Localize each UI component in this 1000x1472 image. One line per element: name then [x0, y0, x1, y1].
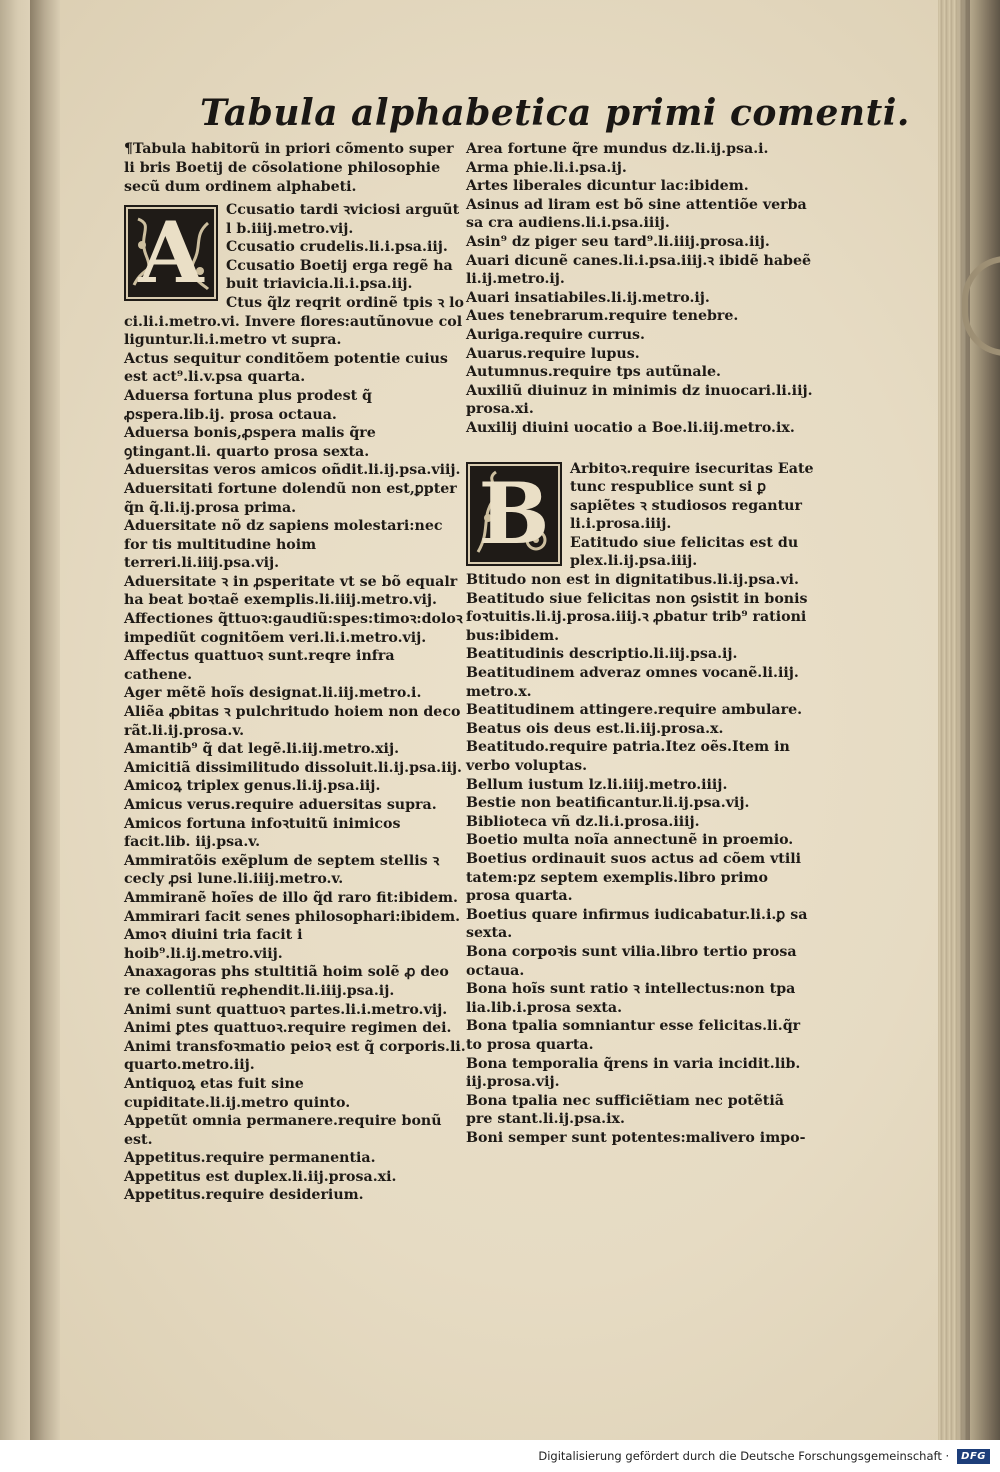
index-entry: Artes liberales dicuntur lac:ibidem.: [466, 178, 749, 195]
index-entry: Bellum iustum lz.li.iiij.metro.iiij.: [466, 776, 728, 793]
index-entry: Aduersitate ꝛ in ꝓsperitate vt se bõ equalr ha beat boꝛtaẽ exemplis.li.iiij.metro.vij.: [124, 573, 458, 609]
drop-cap-letter: A: [138, 203, 204, 302]
index-entry: Boni semper sunt potentes:malivero impo-: [466, 1129, 806, 1146]
table-intro: ¶Tabula habitorũ in priori cõmento super li bris Boetij de cõsolatione philosophie secũ dum ordinem alphabeti.: [124, 141, 454, 195]
index-entry: Auxilij diuini uocatio a Boe.li.iij.metro.ix.: [466, 419, 795, 436]
index-entry: Bona corpoꝛis sunt vilia.libro tertio prosa octaua.: [466, 943, 797, 979]
index-entry: Ccusatio Boetij erga regẽ ha buit triavicia.li.i.psa.iij.: [226, 257, 453, 293]
index-entry: Bona temporalia q̃rens in varia incidit.lib. iij.prosa.vij.: [466, 1055, 801, 1091]
index-entry: Affectiones q̃ttuoꝛ:gaudiũ:spes:timoꝛ:doloꝛ impediũt cognitõem veri.li.i.metro.vij.: [124, 611, 463, 646]
section-a: [124, 201, 466, 1205]
index-entry: Amicitiã dissimilitudo dissoluit.li.ij.psa.iij.: [124, 759, 462, 776]
index-entry: Ager mẽtẽ hoĩs designat.li.iij.metro.i.: [124, 685, 422, 702]
index-entry: Beatitudo.require patria.Itez oẽs.Item in verbo voluptas.: [466, 739, 790, 774]
left-column: [124, 140, 466, 1205]
section-b: [466, 460, 814, 1148]
index-entry: Boetio multa noĩa annectunẽ in proemio.: [466, 832, 794, 849]
index-entry: Autumnus.require tps autũnale.: [466, 364, 721, 381]
index-entry: Animi transfoꝛmatio peioꝛ est q̃ corporis.li. quarto.metro.iij.: [124, 1038, 466, 1074]
left-entries-list: [124, 201, 466, 1205]
right-column: [466, 140, 814, 1147]
index-entry: Appetũt omnia permanere.require bonũ est.: [124, 1113, 442, 1148]
index-entry: Auari insatiabiles.li.ij.metro.ij.: [466, 289, 710, 306]
dfg-logo: DFG: [957, 1449, 990, 1464]
index-entry: Amoꝛ diuini tria facit i hoib⁹.li.ij.metro.viij.: [124, 927, 303, 962]
index-entry: Ccusatio tardi ꝛviciosi arguũt l b.iiij.metro.vij.: [226, 202, 460, 237]
index-entry: Eatitudo siue felicitas est du plex.li.ij.psa.iiij.: [570, 534, 799, 570]
index-entry: Antiquoꝝ etas fuit sine cupiditate.li.ij.metro quinto.: [124, 1075, 351, 1111]
index-entry: Ammiratõis exẽplum de septem stellis ꝛ cecly ꝓsi lune.li.iiij.metro.v.: [124, 852, 440, 888]
drop-cap-a: [124, 205, 218, 301]
index-entry: Auriga.require currus.: [466, 326, 645, 343]
index-entry: Ammirari facit senes philosophari:ibidem.: [124, 908, 461, 925]
drop-cap-b: [466, 462, 562, 566]
index-entry: Asin⁹ dz piger seu tard⁹.li.iiij.prosa.iij.: [466, 233, 770, 250]
index-entry: Appetitus est duplex.li.iij.prosa.xi.: [124, 1168, 397, 1185]
index-entry: Appetitus.require permanentia.: [124, 1150, 376, 1167]
index-entry: Bestie non beatificantur.li.ij.psa.vij.: [466, 795, 750, 812]
index-entry: Bona hoĩs sunt ratio ꝛ intellectus:non tpa lia.lib.i.prosa sexta.: [466, 981, 796, 1016]
digitization-footer: [0, 1440, 1000, 1472]
index-entry: Aues tenebrarum.require tenebre.: [466, 308, 739, 325]
index-entry: Boetius ordinauit suos actus ad cõem vtili tatem:pz septem exemplis.libro primo prosa quarta.: [466, 850, 802, 905]
page-title: Tabula alphabetica primi comenti.: [200, 92, 910, 134]
footer-credit: Digitalisierung gefördert durch die Deutsche Forschungsgemeinschaft ·: [538, 1449, 950, 1463]
index-entry: Animi sunt quattuoꝛ partes.li.i.metro.vij.: [124, 1001, 448, 1018]
index-entry: Beatitudinem adveraz omnes vocanẽ.li.iij. metro.x.: [466, 665, 799, 700]
index-entry: Biblioteca vñ dz.li.i.prosa.iiij.: [466, 813, 700, 830]
index-entry: Animi ꝑtes quattuoꝛ.require regimen dei.: [124, 1020, 452, 1037]
index-entry: Beatus ois deus est.li.iij.prosa.x.: [466, 720, 724, 737]
index-entry: Area fortune q̃re mundus dz.li.ij.psa.i.: [466, 141, 769, 157]
index-entry: Beatitudo siue felicitas non ꝯsistit in bonis foꝛtuitis.li.ij.prosa.iiij.ꝛ ꝓbatur trib⁹ rationi bus:ibidem.: [466, 590, 808, 644]
index-entry: Amicoꝝ triplex genus.li.ij.psa.iij.: [124, 778, 381, 795]
index-entry: Aliẽa ꝓbitas ꝛ pulchritudo hoiem non deco rãt.li.ij.prosa.v.: [124, 704, 461, 739]
index-entry: Boetius quare infirmus iudicabatur.li.i.ꝑ sa sexta.: [466, 906, 808, 942]
index-entry: Actus sequitur conditõem potentie cuius est act⁹.li.v.psa quarta.: [124, 350, 448, 386]
index-entry: Auarus.require lupus.: [466, 345, 640, 362]
index-entry: Beatitudinem attingere.require ambulare.: [466, 702, 803, 719]
index-entry: Ctus q̃lz reqrit ordinẽ tpis ꝛ lo ci.li.i.metro.vi. Invere flores:autũnovue col liguntur.li.i.metro vt supra.: [124, 294, 465, 349]
index-entry: Auari dicunẽ canes.li.i.psa.iiij.ꝛ ibidẽ habeẽ li.ij.metro.ij.: [466, 252, 812, 288]
index-entry: Aduersa fortuna plus prodest q̃ ꝓspera.lib.ij. prosa octaua.: [124, 387, 372, 423]
index-entry: Aduersitas veros amicos oñdit.li.ij.psa.viij.: [124, 462, 461, 479]
gutter-shadow: [30, 0, 60, 1440]
index-entry: Amantib⁹ q̃ dat legẽ.li.iij.metro.xij.: [124, 741, 400, 758]
index-entry: Aduersa bonis,ꝓspera malis q̃re ꝯtingant.li. quarto prosa sexta.: [124, 425, 376, 460]
book-page: [30, 0, 970, 1440]
drop-cap-letter: B: [478, 463, 550, 563]
index-entry: Amicos fortuna infoꝛtuitũ inimicos facit.lib. iij.psa.v.: [124, 815, 401, 851]
index-entry: Aduersitati fortune dolendũ non est,ꝑpter q̃n q̃.li.ij.prosa prima.: [124, 480, 457, 516]
index-entry: Affectus quattuoꝛ sunt.reqre infra cathene.: [124, 648, 395, 683]
index-entry: Btitudo non est in dignitatibus.li.ij.psa.vi.: [466, 572, 799, 589]
index-entry: Bona tpalia somniantur esse felicitas.li.q̃r to prosa quarta.: [466, 1018, 801, 1053]
index-entry: Beatitudinis descriptio.li.iij.psa.ij.: [466, 646, 738, 663]
index-entry: Bona tpalia nec sufficiẽtiam nec potẽtiã pre stant.li.ij.psa.ix.: [466, 1092, 784, 1128]
index-entry: Arma phie.li.i.psa.ij.: [466, 159, 627, 176]
index-entry: Appetitus.require desiderium.: [124, 1187, 364, 1204]
index-entry: Ammiranẽ hoĩes de illo q̃d raro fit:ibidem.: [124, 889, 458, 906]
index-entry: Arbitoꝛ.require isecuritas Eate tunc respublice sunt si ꝑ sapiẽtes ꝛ studiosos regantur li.i.prosa.iiij.: [570, 460, 814, 533]
right-entries-top-list: [466, 140, 814, 438]
index-entry: Aduersitate nõ dz sapiens molestari:nec for tis multitudine hoim terreri.li.iiij.psa.vij.: [124, 518, 443, 572]
index-entry: Auxiliũ diuinuz in minimis dz inuocari.li.iij. prosa.xi.: [466, 382, 813, 418]
fore-edge-shadow: [956, 0, 970, 1440]
index-entry: Amicus verus.require aduersitas supra.: [124, 797, 437, 813]
index-entry: Asinus ad liram est bõ sine attentiõe verba sa cra audiens.li.i.psa.iiij.: [466, 196, 807, 232]
index-entry: Anaxagoras phs stultitiã hoim solẽ ꝓ deo re collentiũ reꝓhendit.li.iiij.psa.ij.: [124, 964, 449, 999]
index-entry: Ccusatio crudelis.li.i.psa.iij.: [226, 239, 448, 256]
